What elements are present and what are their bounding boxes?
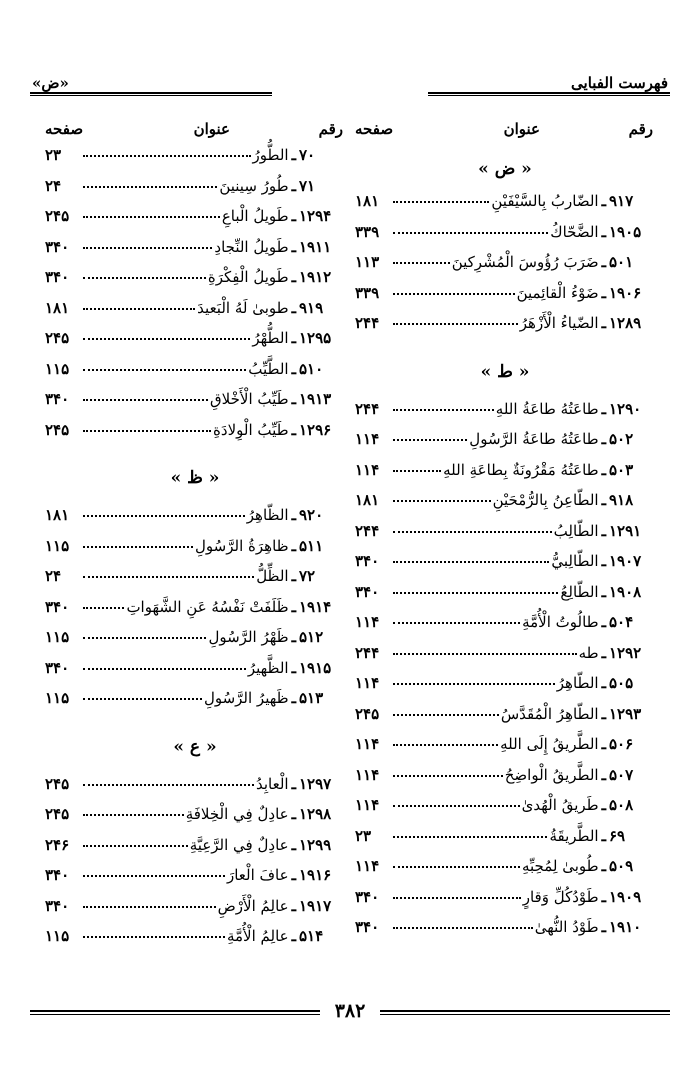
- entry-number: ۵۱۱: [299, 536, 324, 555]
- entry-page: ۱۱۴: [355, 765, 380, 784]
- leader-dots: [83, 399, 208, 401]
- index-entry: [45, 329, 345, 360]
- index-entry: [355, 796, 655, 827]
- entry-groups: [355, 146, 655, 949]
- index-entry: [355, 522, 655, 553]
- entry-dash: ـ: [601, 552, 606, 570]
- entry-title: طوبىٰ لَهُ الْبَعيدَ: [197, 298, 289, 317]
- entry-dash: ـ: [601, 918, 606, 936]
- entry-title: الطّالِبيُّ: [551, 552, 599, 570]
- entry-dash: ـ: [291, 597, 296, 616]
- index-entry: [45, 146, 345, 177]
- entry-dash: ـ: [601, 192, 606, 210]
- entry-title: طَويلُ الْفِكْرَةِ: [207, 268, 289, 286]
- entry-number: ۱۹۰۵: [609, 222, 642, 241]
- header-title: عنوان: [503, 120, 540, 138]
- entry-page: ۲۴۵: [45, 207, 70, 225]
- leader-dots: [83, 668, 246, 670]
- index-entry: [45, 836, 345, 867]
- entry-page: ۲۴۵: [355, 704, 380, 723]
- index-entry: [45, 628, 345, 659]
- entry-page: ۱۱۴: [355, 460, 380, 479]
- entry-number: ۱۲۹۴: [299, 207, 332, 225]
- entry-dash: ـ: [291, 927, 296, 945]
- entry-dash: ـ: [291, 866, 296, 884]
- entry-title: طاعَتُهُ طاعَةُ اللهِ: [495, 399, 599, 418]
- entry-dash: ـ: [601, 314, 606, 332]
- entry-title: الطَّريقَةُ: [549, 826, 599, 845]
- entry-number: ۵۰۴: [609, 613, 634, 631]
- index-entry: [45, 506, 345, 537]
- entry-title: ظَهيرُ الرَّسُولِ: [203, 689, 289, 707]
- index-entry: [45, 805, 345, 836]
- entry-page: ۱۸۱: [45, 506, 70, 524]
- entry-title: عادِلٌ فِي الْخِلافَةِ: [185, 805, 289, 823]
- index-entry: [355, 314, 655, 345]
- entry-title: الضَّحّاكُ: [550, 222, 599, 241]
- entry-page: ۲۳: [355, 826, 372, 845]
- entry-dash: ـ: [601, 643, 606, 662]
- entry-page: ۱۱۴: [355, 613, 380, 631]
- index-entry: [45, 598, 345, 629]
- entry-title: الطُّورُ: [252, 146, 289, 164]
- index-entry: [355, 284, 655, 315]
- entry-dash: ـ: [601, 283, 606, 302]
- entry-title: الطّالِبُ: [553, 521, 599, 540]
- section-heading: « ظ »: [170, 468, 220, 488]
- entry-title: الطّاهِرُ: [556, 674, 599, 692]
- entry-number: ۱۹۰۶: [609, 283, 642, 302]
- entry-page: ۲۴۴: [355, 643, 380, 662]
- index-entry: [355, 430, 655, 461]
- entry-title: طَويلُ الْباعِ: [221, 207, 289, 225]
- entry-dash: ـ: [601, 857, 606, 875]
- leader-dots: [393, 561, 549, 563]
- index-entry: [355, 857, 655, 888]
- entry-number: ۱۲۹۰: [609, 399, 642, 418]
- entry-title: طَوْدُ النُّهىٰ: [534, 918, 599, 936]
- leader-dots: [83, 277, 206, 279]
- entry-number: ۱۲۹۵: [299, 329, 332, 347]
- entry-page: ۱۱۵: [45, 927, 70, 945]
- entry-number: ۹۲۰: [299, 506, 324, 524]
- entry-title: عالِمُ الْأُمَّةِ: [226, 927, 289, 945]
- entry-title: الطُّهْرُ: [252, 329, 289, 347]
- entry-title: الطَّيِّبُ: [248, 359, 289, 378]
- entry-number: ۵۱۰: [299, 359, 324, 378]
- entry-title: ضَرَبَ رُؤُوسَ الْمُشْرِكينَ: [451, 253, 599, 271]
- entry-number: ۱۲۹۹: [299, 835, 332, 854]
- entry-dash: ـ: [291, 896, 296, 915]
- header-rule-left: [30, 92, 272, 96]
- entry-title: طُورُ سِينينَ: [219, 176, 289, 195]
- leader-dots: [393, 500, 491, 502]
- index-entry: [45, 299, 345, 330]
- entry-number: ۶۹: [609, 826, 626, 845]
- leader-dots: [393, 866, 520, 868]
- entry-page: ۱۸۱: [355, 192, 380, 210]
- entry-title: الطَّريقُ إِلَى اللهِ: [500, 735, 599, 753]
- entry-page: ۳۴۰: [45, 896, 70, 915]
- entry-title: طُوبىٰ لِمُحِبِّهِ: [521, 857, 599, 875]
- entry-dash: ـ: [601, 521, 606, 540]
- entry-number: ۱۹۱۱: [299, 237, 332, 256]
- entry-page: ۱۱۴: [355, 735, 380, 753]
- entry-dash: ـ: [601, 613, 606, 631]
- right-column: [355, 120, 655, 949]
- index-entry: [355, 766, 655, 797]
- entry-page: ۲۴۶: [45, 835, 70, 854]
- leader-dots: [83, 546, 193, 548]
- entry-number: ۱۲۹۶: [299, 420, 332, 439]
- entry-title: الطّالِعُ: [560, 582, 599, 601]
- entry-page: ۲۳: [45, 146, 62, 164]
- entry-title: طَيِّبُ الْأَخْلاقِ: [210, 390, 289, 408]
- leader-dots: [83, 784, 254, 786]
- index-title: فهرست الفبايی: [571, 74, 668, 92]
- index-entry: [355, 613, 655, 644]
- index-entry: [355, 827, 655, 858]
- entry-dash: ـ: [291, 329, 296, 347]
- entry-dash: ـ: [601, 253, 606, 271]
- entry-dash: ـ: [291, 146, 296, 164]
- section-heading: « ع »: [173, 736, 217, 757]
- entry-page: ۱۱۴: [355, 430, 380, 448]
- leader-dots: [393, 262, 450, 264]
- entry-dash: ـ: [601, 765, 606, 784]
- leader-dots: [393, 897, 521, 899]
- entry-title: طه: [578, 643, 599, 662]
- leader-dots: [393, 531, 552, 533]
- entry-title: طَويلُ النِّجادِ: [214, 237, 289, 256]
- leader-dots: [393, 323, 518, 325]
- section-heading: « ط »: [480, 361, 530, 382]
- entry-title: الطّاعِنُ بِالرُّمْحَيْنِ: [492, 491, 599, 509]
- index-entry: [355, 552, 655, 583]
- entry-title: الضّياءُ الْأَزْهَرُ: [519, 314, 599, 332]
- leader-dots: [83, 906, 216, 908]
- entry-number: ۷۲: [299, 567, 316, 585]
- index-entry: [45, 268, 345, 299]
- entry-dash: ـ: [291, 268, 296, 286]
- entry-title: ضَوْءُ الْقائِمينَ: [516, 283, 599, 302]
- entry-dash: ـ: [601, 674, 606, 692]
- leader-dots: [393, 744, 498, 746]
- entry-page: ۳۴۰: [355, 552, 380, 570]
- entry-page: ۲۴: [45, 567, 62, 585]
- entry-dash: ـ: [601, 704, 606, 723]
- index-entry: [355, 674, 655, 705]
- leader-dots: [83, 936, 225, 938]
- leader-dots: [83, 308, 195, 310]
- entry-groups: [45, 146, 345, 958]
- entry-page: ۳۴۰: [45, 658, 70, 677]
- index-entry: [355, 223, 655, 254]
- entry-number: ۱۹۰۷: [609, 552, 642, 570]
- entry-title: عالِمُ الْأَرْضِ: [217, 896, 289, 915]
- entry-dash: ـ: [291, 658, 296, 677]
- entry-dash: ـ: [291, 359, 296, 378]
- entry-page: ۳۴۰: [355, 582, 380, 601]
- index-entry: [355, 705, 655, 736]
- entry-number: ۵۰۶: [609, 735, 634, 753]
- index-entry: [355, 253, 655, 284]
- entry-number: ۷۰: [299, 146, 316, 164]
- entry-dash: ـ: [601, 796, 606, 814]
- entry-dash: ـ: [291, 420, 296, 439]
- entry-dash: ـ: [291, 774, 296, 793]
- entry-number: ۷۱: [299, 176, 316, 195]
- entry-page: ۱۱۴: [355, 857, 380, 875]
- leader-dots: [393, 592, 558, 594]
- leader-dots: [83, 576, 254, 578]
- entry-page: ۲۴۴: [355, 314, 380, 332]
- entry-dash: ـ: [291, 536, 296, 555]
- entry-page: ۳۴۰: [45, 866, 70, 884]
- index-entry: [355, 461, 655, 492]
- header-page: صفحه: [355, 120, 394, 138]
- entry-dash: ـ: [601, 887, 606, 906]
- header-title: عنوان: [193, 120, 230, 138]
- entry-page: ۲۴: [45, 176, 62, 195]
- entry-number: ۱۹۱۲: [299, 268, 332, 286]
- leader-dots: [83, 216, 220, 218]
- entry-title: طاعَتُهُ مَقْرُونَةٌ بِطاعَةِ اللهِ: [443, 460, 599, 479]
- leader-dots: [393, 714, 499, 716]
- entry-number: ۵۱۴: [299, 927, 324, 945]
- leader-dots: [83, 814, 184, 816]
- entry-page: ۳۴۰: [355, 887, 380, 906]
- index-entry: [45, 927, 345, 958]
- leader-dots: [393, 836, 547, 838]
- entry-dash: ـ: [291, 567, 296, 585]
- leader-dots: [83, 369, 246, 371]
- entry-page: ۳۴۰: [45, 268, 70, 286]
- entry-dash: ـ: [291, 506, 296, 524]
- header-number: رقم: [628, 120, 653, 138]
- entry-dash: ـ: [291, 176, 296, 195]
- leader-dots: [83, 637, 206, 639]
- entry-dash: ـ: [291, 207, 296, 225]
- entry-number: ۱۹۱۴: [299, 597, 332, 616]
- entry-dash: ـ: [291, 689, 296, 707]
- entry-page: ۱۱۵: [45, 536, 70, 555]
- entry-page: ۳۴۰: [45, 237, 70, 256]
- entry-dash: ـ: [291, 298, 296, 317]
- index-entry: [45, 689, 345, 720]
- entry-title: ظاهِرَةُ الرَّسُولِ: [195, 536, 289, 555]
- entry-page: ۱۱۵: [45, 628, 70, 646]
- entry-dash: ـ: [291, 237, 296, 256]
- entry-page: ۱۱۴: [355, 796, 380, 814]
- leader-dots: [393, 201, 489, 203]
- entry-title: طَوْدُكُلِّ وَقارٍ: [522, 887, 599, 906]
- entry-title: ظَلَفَتْ نَفْسُهُ عَنِ الشَّهَواتِ: [126, 597, 289, 616]
- entry-page: ۲۴۵: [45, 420, 70, 439]
- entry-page: ۲۴۵: [45, 805, 70, 823]
- entry-number: ۱۹۱۷: [299, 896, 332, 915]
- entry-number: ۱۹۱۳: [299, 390, 332, 408]
- entry-title: الطّاهِرُ الْمُقَدَّسُ: [500, 704, 599, 723]
- entry-number: ۵۰۱: [609, 253, 634, 271]
- entry-number: ۵۰۲: [609, 430, 634, 448]
- entry-page: ۳۴۰: [355, 918, 380, 936]
- leader-dots: [393, 653, 577, 655]
- entry-number: ۱۲۸۹: [609, 314, 642, 332]
- index-entry: [355, 888, 655, 919]
- entry-title: الضّاربُ بِالسَّيْفَيْنِ: [491, 192, 599, 210]
- entry-number: ۵۰۷: [609, 765, 634, 784]
- index-entry: [45, 360, 345, 391]
- entry-number: ۱۹۱۰: [609, 918, 642, 936]
- entry-number: ۵۰۸: [609, 796, 634, 814]
- leader-dots: [393, 622, 520, 624]
- entry-dash: ـ: [601, 582, 606, 601]
- index-entry: [355, 491, 655, 522]
- index-entry: [355, 735, 655, 766]
- leader-dots: [83, 845, 188, 847]
- leader-dots: [83, 186, 217, 188]
- entry-number: ۵۰۳: [609, 460, 634, 479]
- entry-number: ۱۹۰۸: [609, 582, 642, 601]
- footer-rule-left: [30, 1010, 320, 1015]
- entry-page: ۳۴۰: [45, 597, 70, 616]
- leader-dots: [393, 775, 503, 777]
- index-entry: [45, 537, 345, 568]
- entry-title: طالُوتُ الْأُمَّةِ: [522, 613, 599, 631]
- leader-dots: [393, 439, 467, 441]
- entry-dash: ـ: [291, 628, 296, 646]
- index-entry: [355, 400, 655, 431]
- entry-page: ۲۴۵: [45, 329, 70, 347]
- entry-page: ۱۸۱: [45, 298, 70, 317]
- entry-title: الطَّريقُ الْواضِحُ: [504, 765, 599, 784]
- entry-dash: ـ: [291, 835, 296, 854]
- entry-page: ۱۱۵: [45, 359, 70, 378]
- entry-page: ۳۳۹: [355, 222, 380, 241]
- entry-number: ۵۰۵: [609, 674, 634, 692]
- left-column: [45, 120, 345, 958]
- entry-number: ۱۲۹۷: [299, 774, 332, 793]
- leader-dots: [393, 805, 520, 807]
- entry-page: ۲۴۴: [355, 399, 380, 418]
- entry-number: ۵۱۲: [299, 628, 324, 646]
- section-letter-marker: «ض»: [32, 74, 69, 92]
- entry-title: الظّاهِرُ: [246, 506, 289, 524]
- leader-dots: [393, 683, 555, 685]
- index-entry: [355, 918, 655, 949]
- index-entry: [355, 583, 655, 614]
- index-entry: [45, 775, 345, 806]
- entry-dash: ـ: [601, 735, 606, 753]
- entry-dash: ـ: [601, 222, 606, 241]
- entry-dash: ـ: [601, 399, 606, 418]
- entry-title: طَريقُ الْهُدىٰ: [521, 796, 599, 814]
- entry-number: ۱۲۹۲: [609, 643, 642, 662]
- leader-dots: [83, 698, 202, 700]
- leader-dots: [83, 155, 251, 157]
- entry-page: ۲۴۵: [45, 774, 70, 793]
- leader-dots: [83, 247, 212, 249]
- entry-page: ۲۴۴: [355, 521, 380, 540]
- entry-number: ۵۱۳: [299, 689, 324, 707]
- leader-dots: [393, 409, 494, 411]
- entry-number: ۱۹۱۵: [299, 658, 332, 677]
- entry-page: ۱۸۱: [355, 491, 380, 509]
- entry-title: الْعابِدُ: [256, 774, 289, 793]
- leader-dots: [83, 875, 225, 877]
- entry-number: ۱۲۹۸: [299, 805, 332, 823]
- index-entry: [45, 897, 345, 928]
- entry-number: ۱۲۹۱: [609, 521, 642, 540]
- entry-title: ظَهْرُ الرَّسُولِ: [208, 628, 289, 646]
- leader-dots: [393, 232, 548, 234]
- entry-title: طاعَتُهُ طاعَةُ الرَّسُولِ: [469, 430, 599, 448]
- entry-title: عافَ الْعارَ: [226, 866, 289, 884]
- index-entry: [45, 659, 345, 690]
- index-entry: [45, 238, 345, 269]
- entry-dash: ـ: [601, 460, 606, 479]
- leader-dots: [83, 338, 250, 340]
- entry-dash: ـ: [291, 390, 296, 408]
- leader-dots: [83, 607, 124, 609]
- entry-number: ۵۰۹: [609, 857, 634, 875]
- entry-dash: ـ: [601, 491, 606, 509]
- entry-title: عادِلٌ فِي الرَّعِيَّةِ: [189, 835, 289, 854]
- header-page: صفحه: [45, 120, 84, 138]
- entry-number: ۹۱۹: [299, 298, 324, 317]
- header-rule-right: [428, 92, 670, 96]
- index-entry: [45, 177, 345, 208]
- leader-dots: [393, 927, 533, 929]
- entry-number: ۹۱۷: [609, 192, 634, 210]
- entry-title: الظَّهيرُ: [247, 658, 289, 677]
- entry-dash: ـ: [601, 826, 606, 845]
- entry-title: الظِّلُّ: [256, 567, 289, 585]
- entry-number: ۱۲۹۳: [609, 704, 642, 723]
- entry-dash: ـ: [291, 805, 296, 823]
- entry-title: طَيِّبُ الْوِلادَةِ: [213, 420, 289, 439]
- entry-page: ۳۳۹: [355, 283, 380, 302]
- index-entry: [45, 390, 345, 421]
- page-number: ۳۸۲: [334, 1000, 366, 1022]
- entry-number: ۹۱۸: [609, 491, 634, 509]
- entry-dash: ـ: [601, 430, 606, 448]
- column-header: [355, 120, 655, 146]
- index-entry: [45, 421, 345, 452]
- footer-rule-right: [380, 1010, 670, 1015]
- index-entry: [45, 207, 345, 238]
- entry-page: ۱۱۳: [355, 253, 380, 271]
- entry-number: ۱۹۱۶: [299, 866, 332, 884]
- leader-dots: [393, 293, 515, 295]
- column-header: [45, 120, 345, 146]
- entry-page: ۳۴۰: [45, 390, 70, 408]
- index-entry: [45, 866, 345, 897]
- index-entry: [45, 567, 345, 598]
- leader-dots: [83, 515, 245, 517]
- entry-number: ۱۹۰۹: [609, 887, 642, 906]
- section-heading: « ض »: [478, 159, 532, 179]
- index-entry: [355, 644, 655, 675]
- index-entry: [355, 192, 655, 223]
- entry-page: ۱۱۵: [45, 689, 70, 707]
- leader-dots: [393, 470, 441, 472]
- entry-page: ۱۱۴: [355, 674, 380, 692]
- header-number: رقم: [318, 120, 343, 138]
- leader-dots: [83, 430, 211, 432]
